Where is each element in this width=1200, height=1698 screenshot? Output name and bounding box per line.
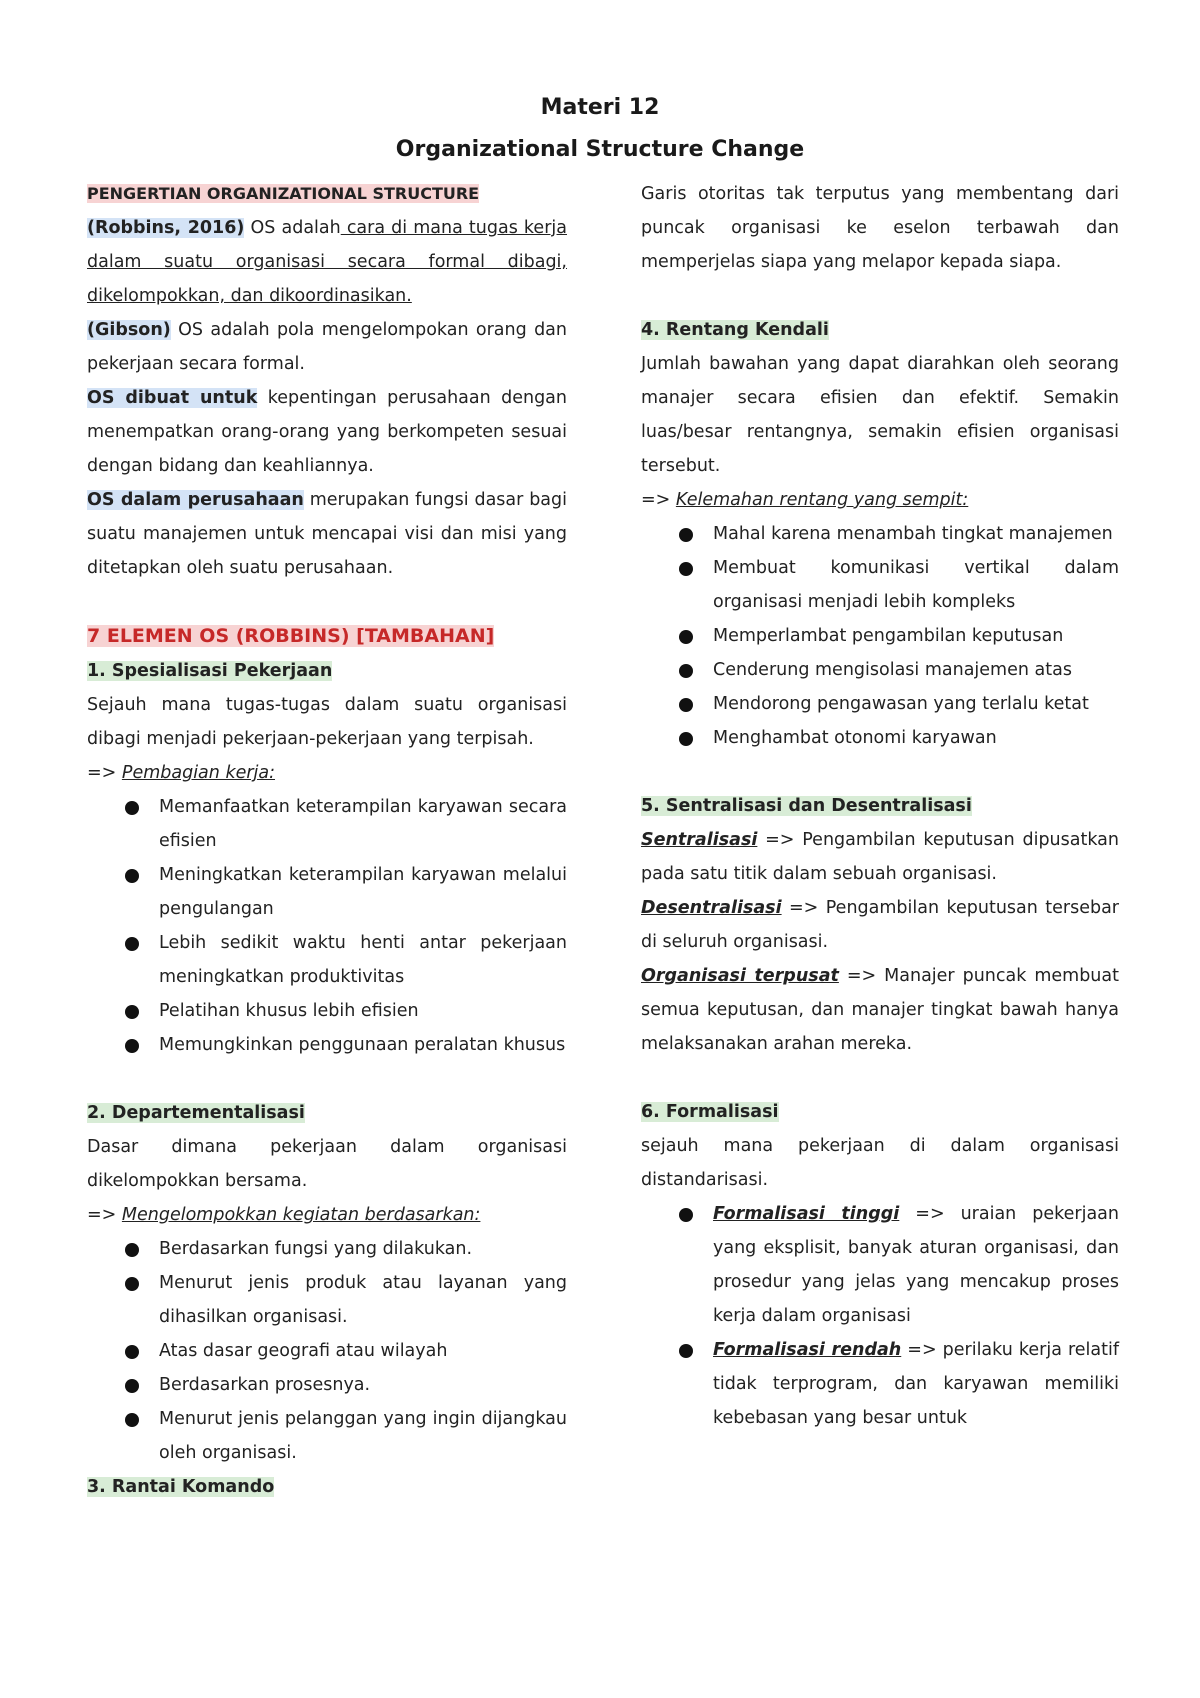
definition-desentralisasi: Desentralisasi => Pengambilan keputusan tersebar di seluruh organisasi. xyxy=(641,898,1119,952)
section-heading-elemen: 7 ELEMEN OS (ROBBINS) [TAMBAHAN] xyxy=(87,625,495,647)
subheading-formalisasi: 6. Formalisasi xyxy=(641,1102,779,1122)
list-item: Mahal karena menambah tingkat manajemen xyxy=(641,517,1119,551)
right-column xyxy=(641,177,1119,1435)
text-rentang-kendali: Jumlah bawahan yang dapat diarahkan oleh seorang manajer secara efisien dan efektif. Semakin luas/besar rentangnya, semakin efisien organisasi tersebut. xyxy=(641,354,1119,476)
subheading-spesialisasi: 1. Spesialisasi Pekerjaan xyxy=(87,661,333,681)
list-item: Berdasarkan fungsi yang dilakukan. xyxy=(87,1232,567,1266)
subheading-departementalisasi: 2. Departementalisasi xyxy=(87,1103,305,1123)
sublabel-kelemahan: => Kelemahan rentang yang sempit: xyxy=(641,490,969,510)
list-item: Memungkinkan penggunaan peralatan khusus xyxy=(87,1028,567,1062)
section-heading-pengertian: PENGERTIAN ORGANIZATIONAL STRUCTURE xyxy=(87,184,480,203)
list-item: Berdasarkan prosesnya. xyxy=(87,1368,567,1402)
citation-robbins: (Robbins, 2016) xyxy=(87,218,245,238)
citation-gibson: (Gibson) xyxy=(87,320,171,340)
paragraph-os-perusahaan: OS dalam perusahaan merupakan fungsi dasar bagi suatu manajemen untuk mencapai visi dan misi yang ditetapkan oleh suatu perusahaan. xyxy=(87,490,567,578)
left-column xyxy=(87,177,567,1504)
list-item: Lebih sedikit waktu henti antar pekerjaan meningkatkan produktivitas xyxy=(87,926,567,994)
list-item: Menurut jenis pelanggan yang ingin dijangkau oleh organisasi. xyxy=(87,1402,567,1470)
definition-sentralisasi: Sentralisasi => Pengambilan keputusan dipusatkan pada satu titik dalam sebuah organisasi. xyxy=(641,830,1119,884)
list-pembagian-kerja xyxy=(87,790,567,1062)
paragraph-gibson: (Gibson) OS adalah pola mengelompokan orang dan pekerjaan secara formal. xyxy=(87,320,567,374)
sublabel-pembagian: => Pembagian kerja: xyxy=(87,763,276,783)
paragraph-os-dibuat: OS dibuat untuk kepentingan perusahaan dengan menempatkan orang-orang yang berkompeten sesuai dengan bidang dan keahliannya. xyxy=(87,388,567,476)
list-item: Mendorong pengawasan yang terlalu ketat xyxy=(641,687,1119,721)
subheading-sentralisasi: 5. Sentralisasi dan Desentralisasi xyxy=(641,796,972,816)
subheading-rantai-komando: 3. Rantai Komando xyxy=(87,1477,275,1497)
list-item: Memanfaatkan keterampilan karyawan secara efisien xyxy=(87,790,567,858)
list-item: Formalisasi tinggi => uraian pekerjaan yang eksplisit, banyak aturan organisasi, dan prosedur yang jelas yang mencakup proses kerja dalam organisasi xyxy=(641,1197,1119,1333)
list-departementalisasi xyxy=(87,1232,567,1470)
list-formalisasi xyxy=(641,1197,1119,1435)
title-block xyxy=(0,88,1200,172)
list-item: Formalisasi rendah => perilaku kerja relatif tidak terprogram, dan karyawan memiliki kebebasan yang besar untuk xyxy=(641,1333,1119,1435)
list-item: Atas dasar geografi atau wilayah xyxy=(87,1334,567,1368)
text-rantai-komando: Garis otoritas tak terputus yang membentang dari puncak organisasi ke eselon terbawah dan memperjelas siapa yang melapor kepada siapa. xyxy=(641,184,1119,272)
list-item: Pelatihan khusus lebih efisien xyxy=(87,994,567,1028)
list-item: Menghambat otonomi karyawan xyxy=(641,721,1119,755)
definition-organisasi-terpusat: Organisasi terpusat => Manajer puncak membuat semua keputusan, dan manajer tingkat bawah hanya melaksanakan arahan mereka. xyxy=(641,966,1119,1054)
page-title: Materi 12 xyxy=(540,95,660,120)
list-item: Meningkatkan keterampilan karyawan melalui pengulangan xyxy=(87,858,567,926)
list-kelemahan xyxy=(641,517,1119,755)
subheading-rentang-kendali: 4. Rentang Kendali xyxy=(641,320,829,340)
text-spesialisasi: Sejauh mana tugas-tugas dalam suatu organisasi dibagi menjadi pekerjaan-pekerjaan yang terpisah. xyxy=(87,695,567,749)
list-item: Cenderung mengisolasi manajemen atas xyxy=(641,653,1119,687)
sublabel-mengelompokkan: => Mengelompokkan kegiatan berdasarkan: xyxy=(87,1205,481,1225)
list-item: Memperlambat pengambilan keputusan xyxy=(641,619,1119,653)
list-item: Menurut jenis produk atau layanan yang dihasilkan organisasi. xyxy=(87,1266,567,1334)
text-formalisasi: sejauh mana pekerjaan di dalam organisasi distandarisasi. xyxy=(641,1136,1119,1190)
list-item: Membuat komunikasi vertikal dalam organisasi menjadi lebih kompleks xyxy=(641,551,1119,619)
paragraph-robbins: (Robbins, 2016) OS adalah cara di mana tugas kerja dalam suatu organisasi secara formal dibagi, dikelompokkan, dan dikoordinasikan. xyxy=(87,218,567,306)
page-subtitle: Organizational Structure Change xyxy=(395,137,805,162)
text-departementalisasi: Dasar dimana pekerjaan dalam organisasi dikelompokkan bersama. xyxy=(87,1137,567,1191)
